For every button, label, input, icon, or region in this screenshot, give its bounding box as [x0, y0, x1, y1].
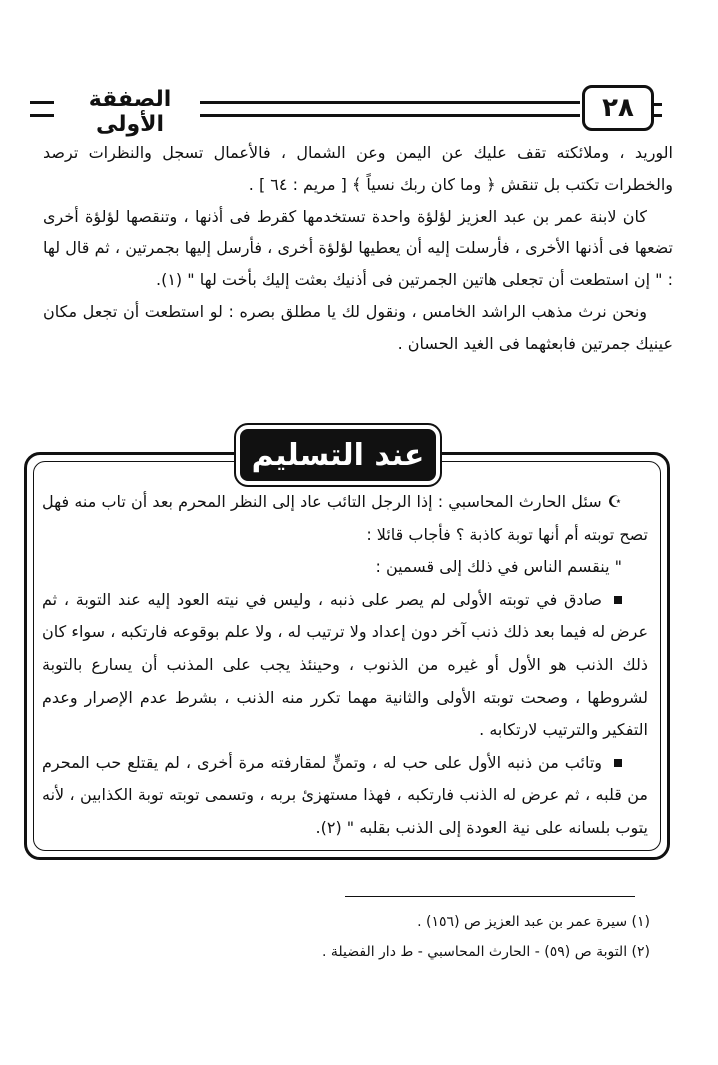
header-rule-end — [30, 101, 54, 117]
paragraph: ونحن نرث مذهب الراشد الخامس ، ونقول لك يا مطلق بصره : لو استطعت أن تجعل مكان عينيك جمرتين فابعثهما فى الغيد الحسان . — [43, 301, 673, 353]
page-number: ٢٨ — [582, 85, 654, 131]
square-bullet-icon — [614, 596, 622, 604]
box-bullet-1-text: صادق في توبته الأولى لم يصر على ذنبه ، وليس في نيته العود إليه عند التوبة ، ثم عرض له فيما بعد ذلك ذنب آخر دون إعداد ولا ترتيب له ، ولا علم بوقوعه فارتكبه ، سواء كان ذلك الذنب هو الأول أو غيره من الذنوب ، وحينئذ يجب على المذنب أن يسارع بالتوبة لشروطها ، وصحت توبته الأولى والثانية مهما تكرر منه الذنب ، بشرط عدم الإصرار وعدم التفكير والترتيب لارتكابه . — [42, 589, 648, 740]
section-title: الصفقة الأولى — [88, 87, 172, 137]
box-question-text: سئل الحارث المحاسبي : إذا الرجل التائب عاد إلى النظر المحرم بعد أن تاب منه فهل تصح توبته أم أنها توبة كاذبة ؟ فأجاب قائلا : — [42, 492, 648, 544]
box-text — [42, 486, 648, 845]
footnotes — [40, 907, 650, 967]
square-bullet-icon — [614, 759, 622, 767]
paragraph: الوريد ، وملائكته تقف عليك عن اليمن وعن الشمال ، فالأعمال تسجل والنظرات ترصد والخطرات تكتب بل تنقش ﴿ وما كان ربك نسياً ﴾ [ مريم : ٦٤ ] . — [43, 143, 673, 194]
box-bullet-2 — [42, 747, 648, 845]
page-header — [0, 85, 718, 137]
box-intro: " ينقسم الناس في ذلك إلى قسمين : — [375, 557, 622, 577]
box-bullet-1 — [42, 584, 648, 747]
footnote: (١) سيرة عمر بن عبد العزيز ص (١٥٦) . — [417, 914, 650, 930]
box-title: عند التسليم — [236, 425, 440, 485]
box-question — [42, 486, 648, 551]
footnote: (٢) التوبة ص (٥٩) - الحارث المحاسبي - ط دار الفضيلة . — [321, 944, 650, 960]
body-text — [43, 137, 673, 360]
footnote-rule — [345, 896, 635, 897]
box-bullet-2-text: وتائب من ذنبه الأول على حب له ، وتمنٍّ لمقارفته مرة أخرى ، لم يقتلع حب المحرم من قلبه ، ثم عرض له الذنب فارتكبه ، فهذا مستهزئ بربه ، وتسمى توبته توبة الكذابين ، لأنه يتوب بلسانه على نية العودة إلى الذنب بقلبه " (٢). — [42, 752, 648, 837]
paragraph: كان لابنة عمر بن عبد العزيز لؤلؤة واحدة تستخدمها كقرط فى أذنها ، وتنقصها لؤلؤة أخرى تضعها فى أذنها الأخرى ، فأرسلت إليه أن يعطيها لؤلؤة أخرى ، فأرسل إليها بجمرتين ، ثم قال لها : " إن استطعت أن تجعلى هاتين الجمرتين فى أذنيك بعثت إليك بأخت لها " (١). — [43, 206, 673, 290]
question-mark-icon: ☪ — [607, 492, 622, 511]
header-rule — [200, 101, 580, 117]
